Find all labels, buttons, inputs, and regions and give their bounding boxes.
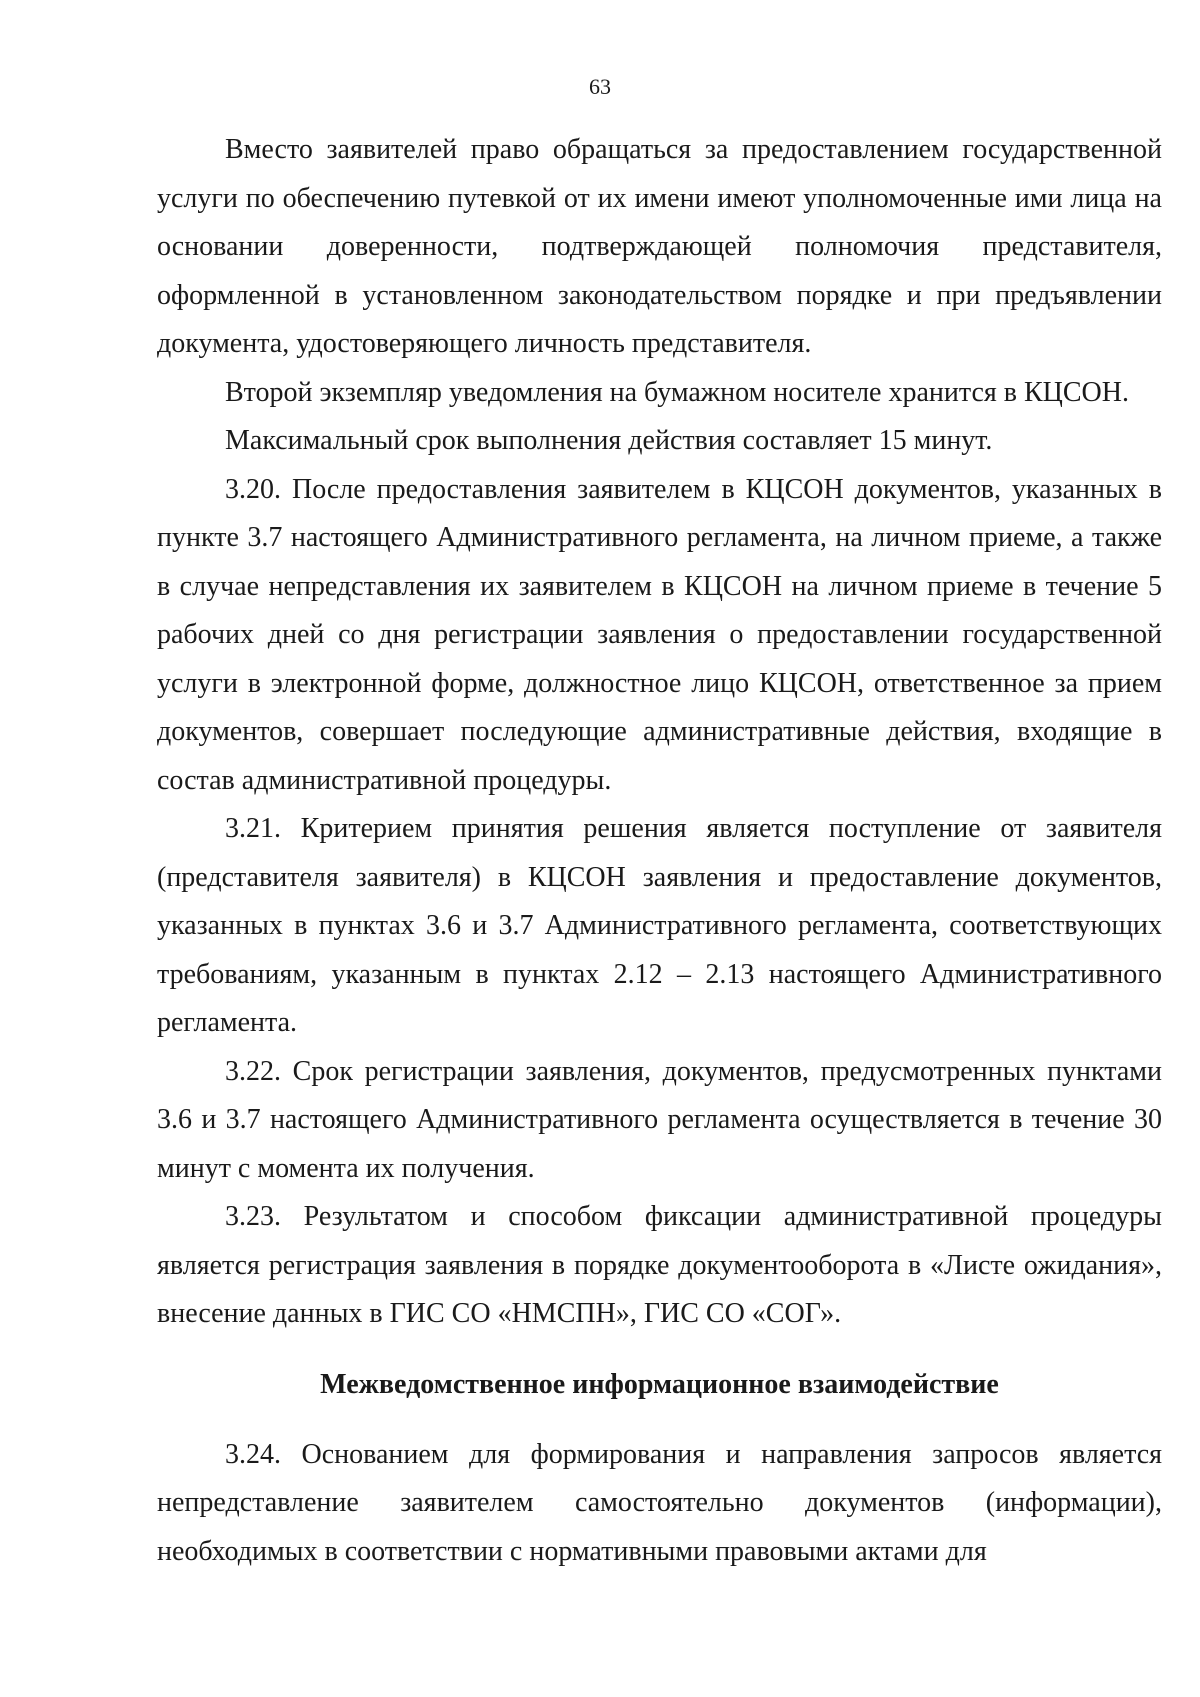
paragraph-3-21: 3.21. Критерием принятия решения является поступление от заявителя (представителя заявителя) в КЦСОН заявления и предоставление документов, указанных в пунктах 3.6 и 3.7 Административного регламента, соответствующих требованиям, указанным в пунктах 2.12 – 2.13 настоящего Административного регламента. (157, 813, 1162, 1038)
paragraph-3-24: 3.24. Основанием для формирования и направления запросов является непредставление заявителем самостоятельно документов (информации), необходимых в соответствии с нормативными правовыми актами для (157, 1438, 1162, 1567)
page-number: 63 (589, 74, 611, 99)
document-body (157, 126, 1162, 1576)
paragraph-representatives: Вместо заявителей право обращаться за предоставлением государственной услуги по обеспечению путевкой от их имени имеют уполномоченные ими лица на основании доверенности, подтверждающей полномочия представителя, оформленной в установленном законодательством порядке и при предъявлении документа, удостоверяющего личность представителя. (157, 134, 1162, 359)
paragraph-second-copy: Второй экземпляр уведомления на бумажном носителе хранится в КЦСОН. (225, 376, 1129, 408)
paragraph-3-20: 3.20. После предоставления заявителем в КЦСОН документов, указанных в пункте 3.7 настоящего Административного регламента, на личном приеме, а также в случае непредставления их заявителем в КЦСОН на личном приеме в течение 5 рабочих дней со дня регистрации заявления о предоставлении государственной услуги в электронной форме, должностное лицо КЦСОН, ответственное за прием документов, совершает последующие административные действия, входящие в состав административной процедуры. (157, 473, 1162, 796)
paragraph-3-23: 3.23. Результатом и способом фиксации административной процедуры является регистрация заявления в порядке документооборота в «Листе ожидания», внесение данных в ГИС СО «НМСПН», ГИС СО «СОГ». (157, 1201, 1162, 1329)
section-heading: Межведомственное информационное взаимодействие (320, 1368, 999, 1400)
paragraph-max-time: Максимальный срок выполнения действия составляет 15 минут. (225, 425, 993, 456)
paragraph-3-22: 3.22. Срок регистрации заявления, документов, предусмотренных пунктами 3.6 и 3.7 настоящего Административного регламента осуществляется в течение 30 минут с момента их получения. (157, 1055, 1162, 1184)
